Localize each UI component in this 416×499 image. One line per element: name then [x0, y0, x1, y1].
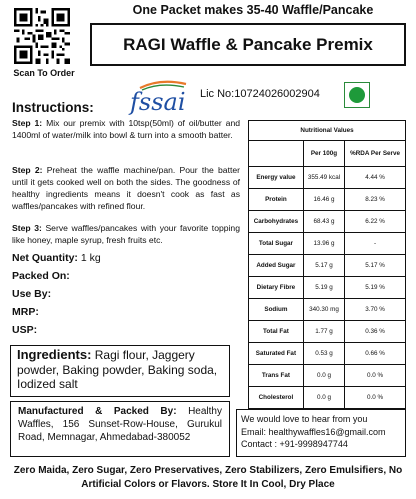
nutrition-header-row	[249, 141, 406, 167]
nutrient-rda: 0.36 %	[345, 321, 406, 343]
nutrient-per100: 13.96 g	[303, 233, 344, 255]
instruction-step-2	[12, 164, 240, 212]
instructions-heading: Instructions:	[12, 100, 94, 115]
nutrient-per100: 5.19 g	[303, 277, 344, 299]
nutrient-rda: -	[345, 233, 406, 255]
instruction-step-1	[12, 117, 240, 141]
nutrient-per100: 16.46 g	[303, 189, 344, 211]
contact-email[interactable]: Email: healthywaffles16@gmail.com	[241, 426, 386, 437]
nutrient-per100: 0.0 g	[303, 365, 344, 387]
nutrition-header-blank	[249, 141, 304, 167]
tagline: One Packet makes 35-40 Waffle/Pancake	[132, 3, 374, 17]
nutrition-row	[249, 343, 406, 365]
step-3-label: Step 3:	[12, 223, 42, 233]
net-quantity-label: Net Quantity:	[12, 252, 78, 264]
nutrition-row	[249, 299, 406, 321]
contact-intro: We would love to hear from you	[241, 414, 368, 424]
nutrient-rda: 3.70 %	[345, 299, 406, 321]
nutrient-per100: 68.43 g	[303, 211, 344, 233]
nutrient-rda: 0.0 %	[345, 387, 406, 409]
fssai-wordmark: fssai	[130, 88, 186, 116]
nutrition-row	[249, 167, 406, 189]
nutrition-title-row	[249, 121, 406, 141]
nutrition-row	[249, 365, 406, 387]
nutrition-row	[249, 387, 406, 409]
title-box	[90, 23, 406, 66]
qr-code[interactable]	[14, 8, 70, 64]
nutrient-name: Dietary Fibre	[249, 277, 304, 299]
nutrition-row	[249, 233, 406, 255]
instruction-step-3	[12, 222, 240, 246]
nutrient-rda: 6.22 %	[345, 211, 406, 233]
manufacturer-label: Manufactured & Packed By:	[18, 406, 177, 417]
nutrient-rda: 8.23 %	[345, 189, 406, 211]
nutrient-per100: 5.17 g	[303, 255, 344, 277]
nutrient-per100: 0.53 g	[303, 343, 344, 365]
nutrient-rda: 0.66 %	[345, 343, 406, 365]
packed-on: Packed On:	[12, 270, 70, 282]
nutrient-per100: 0.0 g	[303, 387, 344, 409]
mrp: MRP:	[12, 306, 39, 318]
step-3-text: Serve waffles/pancakes with your favorite topping like honey, maple syrup, fresh fruits etc.	[12, 223, 240, 245]
manufacturer-text: Healthy Waffles, 156 Sunset-Row-House, Gurukul Road, Memnagar, Ahmedabad-380052	[18, 406, 222, 443]
nutrient-name: Cholesterol	[249, 387, 304, 409]
nutrient-name: Saturated Fat	[249, 343, 304, 365]
nutrient-name: Protein	[249, 189, 304, 211]
nutrition-header-rda: %RDA Per Serve	[345, 141, 406, 167]
nutrient-rda: 0.0 %	[345, 365, 406, 387]
ingredients-text: Ragi flour, Jaggery powder, Baking powder, Baking soda, Iodized salt	[17, 348, 218, 391]
nutrient-rda: 4.44 %	[345, 167, 406, 189]
usp: USP:	[12, 324, 38, 336]
net-quantity	[12, 252, 101, 264]
net-quantity-value: 1 kg	[80, 252, 101, 264]
nutrition-row	[249, 321, 406, 343]
nutrient-per100: 340.30 mg	[303, 299, 344, 321]
step-2-text: Preheat the waffle machine/pan. Pour the batter until it gets cooked well on both the sides. The goodness of healthy ingredients means it doesn't cook as fast as waffles/pancakes with refined flour.	[12, 165, 240, 211]
nutrition-row	[249, 189, 406, 211]
nutrient-per100: 355.49 kcal	[303, 167, 344, 189]
step-2-label: Step 2:	[12, 165, 43, 175]
nutrient-per100: 1.77 g	[303, 321, 344, 343]
nutrient-name: Total Fat	[249, 321, 304, 343]
nutrition-table	[248, 120, 406, 409]
step-1-label: Step 1:	[12, 118, 43, 128]
nutrient-rda: 5.19 %	[345, 277, 406, 299]
contact-phone[interactable]: Contact : +91-9998947744	[241, 439, 348, 449]
nutrient-name: Sodium	[249, 299, 304, 321]
nutrient-name: Total Sugar	[249, 233, 304, 255]
nutrient-name: Energy value	[249, 167, 304, 189]
nutrition-title: Nutritional Values	[249, 121, 406, 141]
nutrient-name: Trans Fat	[249, 365, 304, 387]
nutrient-rda: 5.17 %	[345, 255, 406, 277]
step-1-text: Mix our premix with 10tsp(50ml) of oil/butter and 1400ml of water/milk into bowl & turn into a smooth batter.	[12, 118, 241, 140]
nutrition-row	[249, 211, 406, 233]
nutrient-name: Added Sugar	[249, 255, 304, 277]
contact-box	[236, 409, 406, 457]
manufacturer-box	[10, 401, 230, 457]
veg-mark	[344, 82, 370, 108]
fssai-logo	[126, 76, 196, 116]
footer-claims: Zero Maida, Zero Sugar, Zero Preservatives, Zero Stabilizers, Zero Emulsifiers, No Artificial Colors or Flavors. Store It In Cool, Dry Place	[13, 465, 403, 490]
nutrition-row	[249, 255, 406, 277]
nutrition-header-per100: Per 100g	[303, 141, 344, 167]
nutrition-row	[249, 277, 406, 299]
product-title: RAGI Waffle & Pancake Premix	[123, 34, 373, 54]
license-number: Lic No:10724026002904	[200, 88, 320, 100]
ingredients-box	[10, 345, 230, 397]
ingredients-label: Ingredients:	[17, 347, 92, 362]
veg-dot	[349, 87, 365, 103]
use-by: Use By:	[12, 288, 52, 300]
nutrient-name: Carbohydrates	[249, 211, 304, 233]
qr-label: Scan To Order	[13, 68, 75, 78]
